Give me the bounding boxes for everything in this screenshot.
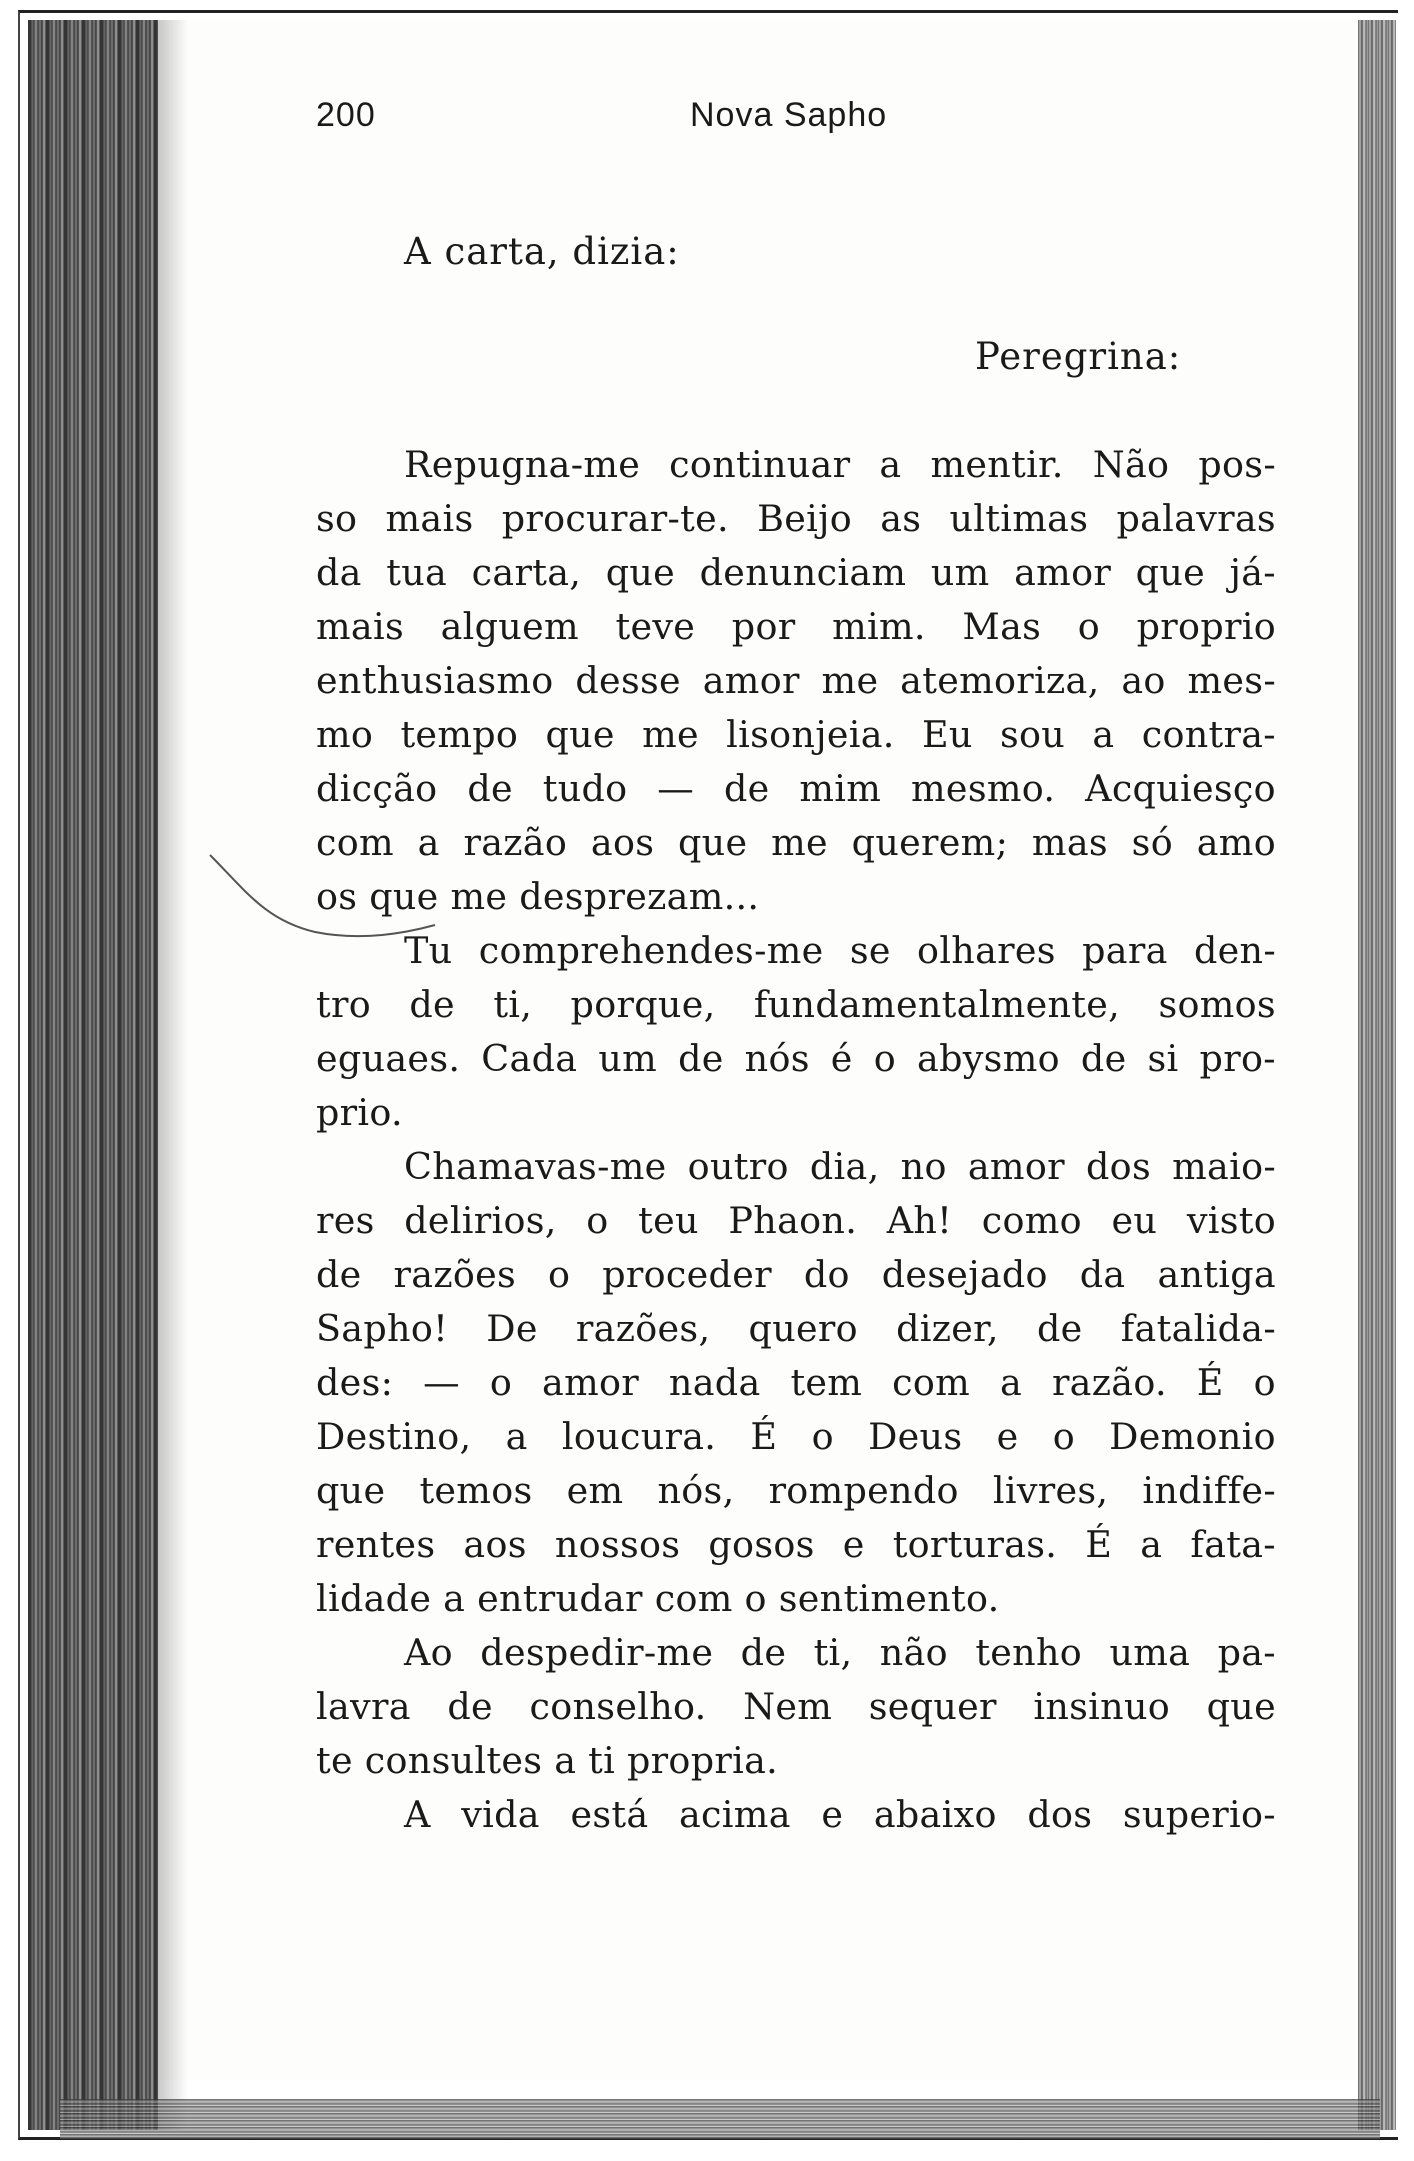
text-line: enthusiasmo desse amor me atemoriza, ao mes- [316,659,1276,702]
text-line: de razões o proceder do desejado da antiga [316,1253,1276,1296]
text-line: os que me desprezam... [316,875,760,918]
text-line: eguaes. Cada um de nós é o abysmo de si pro- [316,1037,1276,1080]
text-line: que temos em nós, rompendo livres, indiffe- [316,1469,1276,1512]
text-line: lidade a entrudar com o sentimento. [316,1577,1000,1620]
text-line: Sapho! De razões, quero dizer, de fatalida- [316,1307,1276,1350]
text-line: lavra de conselho. Nem sequer insinuo que [316,1685,1276,1728]
text-line: res delirios, o teu Phaon. Ah! como eu visto [316,1199,1276,1242]
page-header [160,96,1356,146]
text-line: mo tempo que me lisonjeia. Eu sou a contra- [316,713,1276,756]
book-binding-left [28,20,158,2130]
running-title: Nova Sapho [690,96,888,134]
text-line: dicção de tudo — de mim mesmo. Acquiesço [316,767,1276,810]
page-number: 200 [316,96,376,134]
text-line: Ao despedir-me de ti, não tenho uma pa- [404,1631,1276,1674]
text-line: Destino, a loucura. É o Deus e o Demonio [316,1415,1276,1458]
text-line: A vida está acima e abaixo dos superio- [404,1793,1276,1836]
text-line: da tua carta, que denunciam um amor que já- [316,551,1276,594]
letter-body [316,438,1276,1842]
text-line: rentes aos nossos gosos e torturas. É a fata- [316,1523,1276,1566]
book-edge-right [1358,20,1396,2130]
text-line: Repugna-me continuar a mentir. Não pos- [404,443,1276,486]
intro-line: A carta, dizia: [404,230,680,273]
text-line: Chamavas-me outro dia, no amor dos maio- [404,1145,1276,1188]
text-line: so mais procurar-te. Beijo as ultimas palavras [316,497,1276,540]
book-edge-bottom [60,2099,1380,2139]
text-line: des: — o amor nada tem com a razão. É o [316,1361,1276,1404]
text-line: tro de ti, porque, fundamentalmente, somos [316,983,1276,1026]
text-line: mais alguem teve por mim. Mas o proprio [316,605,1276,648]
text-line: Tu comprehendes-me se olhares para den- [404,929,1276,972]
text-line: prio. [316,1091,403,1134]
text-line: com a razão aos que me querem; mas só amo [316,821,1276,864]
letter-salutation: Peregrina: [975,335,1182,378]
text-line: te consultes a ti propria. [316,1739,779,1782]
